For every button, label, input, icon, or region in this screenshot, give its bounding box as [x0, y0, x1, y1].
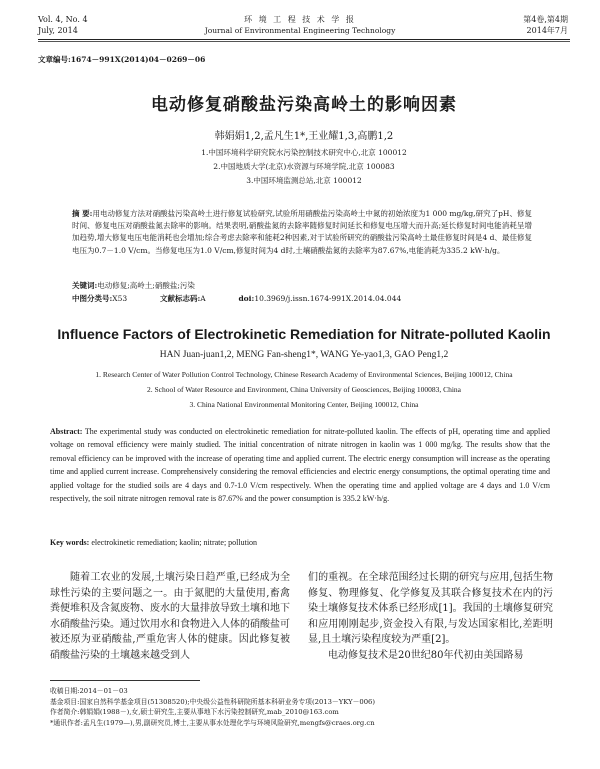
header-journal-cn: 环 境 工 程 技 术 学 报: [244, 15, 356, 24]
affiliation-cn-2: 2.中国地质大学(北京)水资源与环境学院,北京 100083: [213, 162, 395, 171]
abstract-cn: [72, 208, 532, 257]
abstract-en-text: The experimental study was conducted on electrokinetic remediation for nitrate-polluted kaolin. The effects of pH, operating time and applied voltage on removal efficiency were mainly studied. The initial concentration of nitrate nitrogen in kaolin was 1 000 mg/kg. The results show that the removal efficiency can be improved with the increase of operating time and applied current. The electric energy consumption will increase as the operating time and applied current increase. Comprehensively considering the removal efficiencies and electric energy consumptions, the optimal operating time and applied voltage for the studied soils are 4 days and 0.7-1.0 V/cm respectively. When the operating time and applied voltage are 4 days and 1.0 V/cm respectively, the soil nitrate nitrogen removal rate is 87.67% and the power consumption is 335.2 kW·h/g.: [50, 427, 550, 504]
clc-label: 中图分类号:: [72, 294, 113, 303]
body-column-1: 随着工农业的发展,土壤污染日趋严重,已经成为全球性污染的主要问题之一。由于氮肥的大量使用,畜禽粪便堆积及含氮废物、废水的大量排放导致土壤和地下水硝酸盐污染。通过饮用水和食物进入人体的硝酸盐可被还原为亚硝酸盐,严重危害人体的健康。因此修复被硝酸盐污染的土壤越来越受到人: [50, 572, 290, 661]
keywords-en-label: Key words:: [50, 538, 90, 547]
footnote-corresponding: *通讯作者:孟凡生(1979—),男,副研究员,博士,主要从事水处理化学与环境风险研究,mengfs@craes.org.cn: [50, 718, 375, 727]
header-date-cn: 2014年7月: [526, 26, 568, 35]
footnotes: [50, 686, 570, 728]
title-en: Influence Factors of Electrokinetic Remediation for Nitrate-polluted Kaolin: [57, 326, 551, 342]
header-vol-cn: 第4卷,第4期: [523, 15, 568, 24]
doc-code-label: 文献标志码:: [159, 294, 201, 303]
authors-en: HAN Juan-juan1,2, MENG Fan-sheng1*, WANG Ye-yao1,3, GAO Peng1,2: [159, 350, 449, 360]
article-number: 文章编号:1674－991X(2014)04－0269－06: [38, 55, 206, 64]
keywords-en-text: electrokinetic remediation; kaolin; nitrate; pollution: [91, 538, 258, 547]
header-rule-thin: [38, 41, 570, 42]
body-column-2-para-2: 电动修复技术是20世纪80年代初由美国路易: [328, 649, 524, 661]
footnote-author-bio: 作者简介:韩娟娟(1988－),女,硕士研究生,主要从事地下水污染控制研究,mab_2010@163.com: [50, 708, 339, 716]
keywords-cn: [72, 281, 532, 291]
keywords-cn-label: 关键词:: [72, 281, 98, 290]
doi-value: 10.3969/j.issn.1674-991X.2014.04.044: [254, 294, 402, 303]
affiliation-cn-3: 3.中国环境监测总站,北京 100012: [246, 176, 362, 185]
abstract-cn-text: 用电动修复方法对硝酸盐污染高岭土进行修复试验研究,试验所用硝酸盐污染高岭土中氮的初始浓度为1 000 mg/kg,研究了pH、修复时间、修复电压对硝酸盐氮去除率的影响。结果表明,硝酸盐氮的去除率随修复时间延长和修复电压增大而升高;延长修复时间电能消耗呈增加趋势,增大修复电压电能消耗也会增加;综合考虑去除率和能耗2种因素,对于试验所研究的硝酸盐污染高岭土最佳修复时间是4 d、最佳修复电压为0.7－1.0 V/cm。当修复电压为1.0 V/cm,修复时间为4 d时,土壤硝酸盐氮的去除率为87.67%,电能消耗为335.2 kW·h/g。: [72, 209, 532, 255]
footnote-rule: [50, 680, 200, 681]
abstract-en: [50, 425, 550, 505]
affiliation-en-2: 2. School of Water Resource and Environment, China University of Geosciences, Beijing 100083, China: [147, 385, 461, 394]
affiliation-cn-1: 1.中国环境科学研究院水污染控制技术研究中心,北京 100012: [201, 148, 407, 157]
affiliation-en-3: 3. China National Environmental Monitoring Center, Beijing 100012, China: [189, 400, 419, 409]
body-column-2: [308, 570, 553, 664]
body-column-2-para-1: 们的重视。在全球范围经过长期的研究与应用,包括生物修复、物理修复、化学修复及其联合修复技术在内的污染土壤修复技术体系已经形成[1]。我国的土壤修复研究和应用刚刚起步,资金投入有限,与发达国家相比,差距明显,且土壤污染程度较为严重[2]。: [308, 572, 553, 646]
header-journal-en: Journal of Environmental Engineering Technology: [204, 26, 396, 35]
doc-code-value: A: [200, 294, 206, 303]
abstract-cn-label: 摘 要:: [72, 209, 93, 218]
title-cn: 电动修复硝酸盐污染高岭土的影响因素: [151, 95, 457, 115]
clc-value: X53: [112, 294, 128, 303]
header-date: July, 2014: [38, 26, 78, 35]
footnote-received: 收稿日期:2014－01－03: [50, 687, 128, 695]
affiliation-en-1: 1. Research Center of Water Pollution Control Technology, Chinese Research Academy of Environmental Sciences, Beijing 100012, China: [95, 370, 513, 379]
header-rule: [38, 39, 570, 40]
doi-label: doi:: [238, 294, 255, 303]
header-volume: Vol. 4, No. 4: [38, 15, 88, 24]
keywords-en: [50, 537, 550, 548]
classification-line: [72, 294, 532, 304]
footnote-funding: 基金项目:国家自然科学基金项目(51308520);中央级公益性科研院所基本科研业务专项(2013－YKY－006): [50, 697, 376, 706]
keywords-cn-text: 电动修复;高岭土;硝酸盐;污染: [97, 281, 195, 290]
abstract-en-label: Abstract:: [50, 427, 83, 436]
authors-cn: 韩娟娟1,2,孟凡生1*,王业耀1,3,高鹏1,2: [214, 131, 394, 142]
